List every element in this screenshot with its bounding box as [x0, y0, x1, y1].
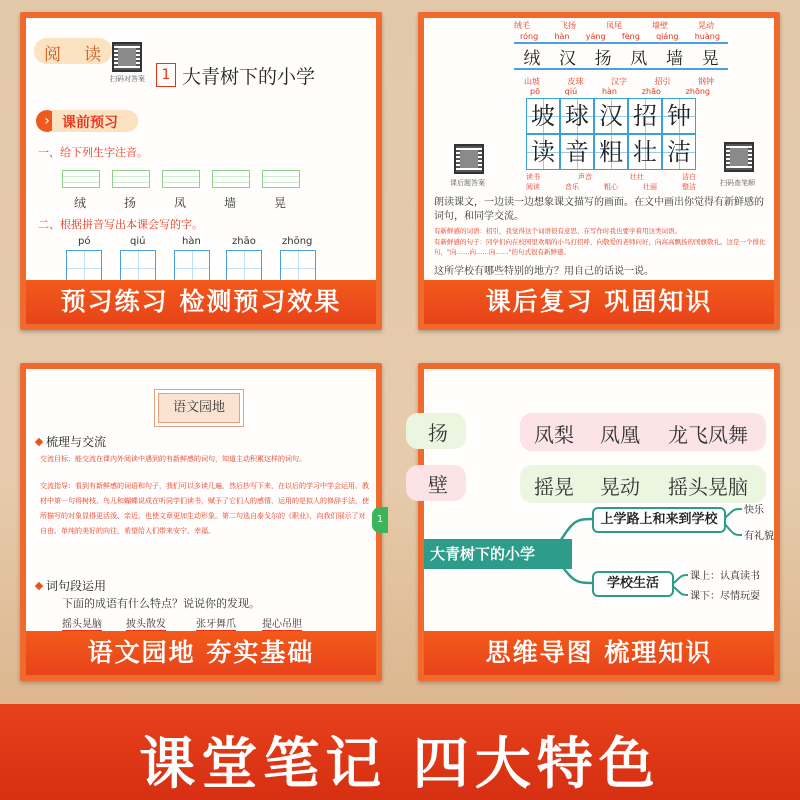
grid-char: 粗	[594, 134, 628, 170]
lesson-number: 1	[156, 63, 176, 87]
pinyin-label: zhōng	[282, 236, 313, 247]
page-tab[interactable]: 1	[372, 507, 388, 533]
q1-char: 凤	[174, 196, 187, 210]
subsection-title: 梳理与交流	[46, 435, 107, 449]
section-arrow-icon: ›	[36, 110, 58, 132]
reading-char-2: 读	[84, 45, 101, 65]
qr-code-answers[interactable]	[454, 144, 484, 174]
leaf-node: 快乐	[744, 505, 764, 516]
chinese-garden-panel	[20, 363, 382, 681]
idiom: 摇头晃脑	[62, 615, 102, 631]
qr-caption: 课后题答案	[450, 179, 485, 187]
lesson-title: 大青树下的小学	[182, 66, 316, 88]
word: 晃动	[698, 21, 714, 30]
word: 粗心	[604, 183, 618, 191]
pinyin: pō	[530, 87, 540, 96]
pinyin-answer-box[interactable]	[212, 170, 250, 188]
char: 墙	[665, 48, 683, 69]
review-page-image	[424, 18, 774, 280]
idiom: 披头散发	[126, 615, 166, 631]
question-2: 二、根据拼音写出本课会写的字。	[38, 218, 203, 231]
left-fragment: 扬	[428, 421, 448, 445]
instruction-paragraph: 朗读课文，一边读一边想象课文描写的画面。在文中画出你觉得有新鲜感的词句，和同学交流。	[434, 197, 764, 222]
grid-char: 坡	[526, 98, 560, 134]
pinyin: qiú	[564, 87, 578, 96]
grid-char: 招	[628, 98, 662, 134]
answer-note: 有新鲜感的词语：招引，我觉得这个词语很有意思，在写作时我也要学着用这类词语。	[434, 227, 681, 235]
word: 音乐	[565, 183, 579, 191]
answer-note: 有新鲜感的句子：同学们向在校园里欢唱的小鸟打招呼，向敬爱的老师问好，向高高飘扬的国旗敬礼。这是一个排比句，"向……向……向……"的句式很有新鲜感。	[434, 238, 766, 256]
word: 凤梨	[534, 423, 574, 447]
reading-char-1: 阅	[44, 45, 61, 65]
leaf-node: 课上：认真读书	[690, 571, 760, 582]
section-title: 课前预习	[62, 115, 118, 131]
char: 晃	[701, 48, 719, 69]
word: 招引	[654, 77, 671, 86]
question-1: 一、给下列生字注音。	[38, 146, 148, 159]
exchange-goal: 交流目标：能交流在课内外阅读中遇到的有新鲜感的词句，知道主动积累这样的词句。	[40, 455, 306, 463]
footer-bar	[0, 704, 800, 800]
pinyin: zhōng	[685, 87, 710, 96]
pinyin: róng	[520, 32, 539, 41]
garden-page-image	[26, 369, 384, 631]
word: 绒毛	[514, 21, 530, 30]
pinyin-answer-box[interactable]	[162, 170, 200, 188]
pinyin-label: zhāo	[232, 236, 256, 247]
grid-char: 洁	[662, 134, 696, 170]
leaf-node: 课下：尽情玩耍	[690, 591, 760, 602]
grid-char: 钟	[662, 98, 696, 134]
q1-char: 晃	[274, 196, 287, 210]
word: 晃动	[600, 475, 640, 499]
pinyin-answer-box[interactable]	[62, 170, 100, 188]
prompt-text: 下面的成语有什么特点？说说你的发现。	[62, 597, 260, 610]
grid-char: 音	[560, 134, 594, 170]
pinyin: huàng	[694, 32, 720, 41]
panel-banner: 课后复习 巩固知识	[424, 280, 774, 324]
char: 汉	[558, 48, 576, 69]
word: 墙壁	[652, 21, 668, 30]
word: 阅读	[526, 183, 540, 191]
grid-char: 汉	[594, 98, 628, 134]
pinyin-answer-box[interactable]	[262, 170, 300, 188]
word: 摇头晃脑	[668, 475, 748, 499]
q1-char: 墙	[224, 196, 237, 210]
word: 钢钟	[698, 77, 714, 86]
footer-title: 课堂笔记 四大特色	[139, 732, 661, 797]
word: 飞扬	[560, 21, 576, 30]
word: 凤凰	[600, 423, 640, 447]
word-pill-huang	[520, 465, 766, 503]
reading-label	[34, 38, 112, 64]
qr-caption: 扫码查笔顺	[720, 179, 755, 187]
qr-code-stroke-order[interactable]	[724, 142, 754, 172]
word: 摇晃	[534, 475, 574, 499]
section-header: 语文园地	[158, 393, 240, 423]
q1-char: 绒	[74, 196, 87, 210]
preview-practice-panel	[20, 12, 382, 330]
word: 整洁	[682, 183, 696, 191]
mind-map-image	[424, 369, 774, 631]
word-pill-feng	[520, 413, 766, 451]
mind-map-panel	[418, 363, 780, 681]
word: 皮球	[567, 77, 584, 86]
char: 绒	[523, 48, 541, 69]
word: 读书	[526, 173, 540, 181]
word: 凤尾	[606, 21, 622, 30]
panel-banner: 预习练习 检测预习效果	[26, 280, 376, 324]
branch-node: 上学路上和来到学校	[592, 507, 726, 533]
mind-map-center-node: 大青树下的小学	[424, 539, 572, 569]
pinyin: zhāo	[641, 87, 661, 96]
branch-node: 学校生活	[592, 571, 674, 597]
after-class-review-panel	[418, 12, 780, 330]
pinyin: hàn	[554, 32, 570, 41]
pinyin-label: qiú	[130, 236, 146, 247]
word: 汉字	[611, 77, 627, 86]
grid-char: 读	[526, 134, 560, 170]
word: 声音	[578, 173, 592, 181]
leaf-node: 有礼貌	[744, 531, 774, 542]
pinyin-label: hàn	[182, 236, 201, 247]
word: 壮丽	[643, 183, 657, 191]
pinyin-label: pó	[78, 236, 91, 247]
qr-caption: 扫码对答案	[110, 75, 145, 83]
qr-code[interactable]	[112, 42, 142, 72]
word: 壮壮	[630, 173, 644, 181]
word: 龙飞凤舞	[668, 423, 748, 447]
left-fragment: 壁	[428, 473, 448, 497]
pinyin: fèng	[621, 32, 640, 41]
grid-char: 壮	[628, 134, 662, 170]
pinyin: qiáng	[656, 32, 679, 41]
q1-char: 扬	[124, 196, 137, 210]
char: 扬	[594, 48, 612, 69]
grid-char: 球	[560, 98, 594, 134]
panel-banner: 思维导图 梳理知识	[424, 631, 774, 675]
pinyin: yáng	[585, 32, 606, 41]
subsection-title: 词句段运用	[46, 579, 107, 593]
pinyin-answer-box[interactable]	[112, 170, 150, 188]
question-paragraph: 这所学校有哪些特别的地方？用自己的话说一说。	[434, 266, 654, 277]
panel-banner: 语文园地 夯实基础	[26, 631, 376, 675]
idiom: 提心吊胆	[262, 615, 302, 631]
word: 山坡	[524, 77, 540, 86]
char: 凤	[630, 48, 648, 69]
pinyin: hàn	[601, 87, 617, 96]
preview-page-image	[26, 18, 376, 280]
exchange-guide: 交流指导：看到有新鲜感的词语和句子，我们可以多读几遍，然后抄写下来，在以后的学习中学会运用。教材中第一句将树枝、鸟儿和蝴蝶说成在听同学们读书，赋予了它们人的感情，运用的是拟人的修辞手法，使所描写的对象显得更活泼、亲近，也使文章更加生动形象。第二句选自泰戈尔的《职业》，向我们展示了对自由、单纯的美好的向往，希望给人们带来安宁、幸福。	[40, 482, 369, 535]
idiom: 张牙舞爪	[196, 615, 236, 631]
word: 洁白	[682, 173, 696, 181]
